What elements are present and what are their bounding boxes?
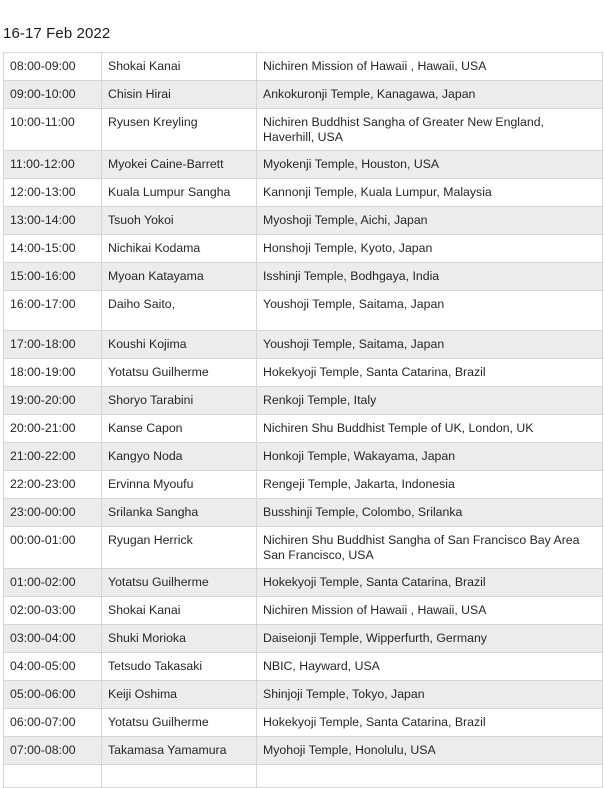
table-row — [4, 263, 603, 291]
time-cell: 19:00-20:00 — [4, 387, 102, 415]
time-cell: 05:00-06:00 — [4, 681, 102, 709]
time-cell: 08:00-09:00 — [4, 53, 102, 81]
time-cell — [4, 765, 102, 788]
time-cell: 07:00-08:00 — [4, 737, 102, 765]
name-cell: Kuala Lumpur Sangha — [102, 179, 257, 207]
location-cell: Nichiren Shu Buddhist Sangha of San Francisco Bay Area San Francisco, USA — [257, 527, 603, 569]
table-row — [4, 415, 603, 443]
name-cell: Shuki Morioka — [102, 625, 257, 653]
location-cell — [257, 765, 603, 788]
time-cell: 17:00-18:00 — [4, 331, 102, 359]
location-cell: Daiseionji Temple, Wipperfurth, Germany — [257, 625, 603, 653]
table-row-partial — [4, 765, 603, 788]
name-cell: Daiho Saito, — [102, 291, 257, 331]
table-row — [4, 653, 603, 681]
table-row — [4, 471, 603, 499]
time-cell: 06:00-07:00 — [4, 709, 102, 737]
name-cell: Kanse Capon — [102, 415, 257, 443]
location-cell: Hokekyoji Temple, Santa Catarina, Brazil — [257, 569, 603, 597]
table-row — [4, 81, 603, 109]
location-cell: NBIC, Hayward, USA — [257, 653, 603, 681]
time-cell: 15:00-16:00 — [4, 263, 102, 291]
name-cell: Yotatsu Guilherme — [102, 569, 257, 597]
location-cell: Youshoji Temple, Saitama, Japan — [257, 291, 603, 331]
table-row — [4, 359, 603, 387]
location-cell: Shinjoji Temple, Tokyo, Japan — [257, 681, 603, 709]
location-cell: Myohoji Temple, Honolulu, USA — [257, 737, 603, 765]
location-cell: Kannonji Temple, Kuala Lumpur, Malaysia — [257, 179, 603, 207]
location-cell: Busshinji Temple, Colombo, Srilanka — [257, 499, 603, 527]
time-cell: 20:00-21:00 — [4, 415, 102, 443]
table-row — [4, 235, 603, 263]
name-cell: Keiji Oshima — [102, 681, 257, 709]
name-cell: Shokai Kanai — [102, 53, 257, 81]
table-row — [4, 207, 603, 235]
location-cell: Nichiren Buddhist Sangha of Greater New England, Haverhill, USA — [257, 109, 603, 151]
time-cell: 13:00-14:00 — [4, 207, 102, 235]
table-row — [4, 291, 603, 331]
name-cell: Takamasa Yamamura — [102, 737, 257, 765]
name-cell: Kangyo Noda — [102, 443, 257, 471]
location-cell: Hokekyoji Temple, Santa Catarina, Brazil — [257, 709, 603, 737]
location-cell: Nichiren Mission of Hawaii , Hawaii, USA — [257, 53, 603, 81]
time-cell: 18:00-19:00 — [4, 359, 102, 387]
location-cell: Nichiren Shu Buddhist Temple of UK, London, UK — [257, 415, 603, 443]
table-row — [4, 597, 603, 625]
table-row — [4, 331, 603, 359]
time-cell: 16:00-17:00 — [4, 291, 102, 331]
time-cell: 21:00-22:00 — [4, 443, 102, 471]
location-cell: Rengeji Temple, Jakarta, Indonesia — [257, 471, 603, 499]
table-row — [4, 53, 603, 81]
name-cell: Ryusen Kreyling — [102, 109, 257, 151]
name-cell: Shoryo Tarabini — [102, 387, 257, 415]
location-cell: Myokenji Temple, Houston, USA — [257, 151, 603, 179]
name-cell: Myoan Katayama — [102, 263, 257, 291]
time-cell: 22:00-23:00 — [4, 471, 102, 499]
table-row — [4, 527, 603, 569]
table-row — [4, 499, 603, 527]
location-cell: Isshinji Temple, Bodhgaya, India — [257, 263, 603, 291]
time-cell: 03:00-04:00 — [4, 625, 102, 653]
table-row — [4, 151, 603, 179]
name-cell: Tsuoh Yokoi — [102, 207, 257, 235]
table-row — [4, 443, 603, 471]
schedule-table — [3, 52, 603, 788]
time-cell: 00:00-01:00 — [4, 527, 102, 569]
name-cell: Myokei Caine-Barrett — [102, 151, 257, 179]
table-row — [4, 681, 603, 709]
time-cell: 23:00-00:00 — [4, 499, 102, 527]
table-row — [4, 179, 603, 207]
location-cell: Honkoji Temple, Wakayama, Japan — [257, 443, 603, 471]
location-cell: Ankokuronji Temple, Kanagawa, Japan — [257, 81, 603, 109]
name-cell: Yotatsu Guilherme — [102, 359, 257, 387]
table-row — [4, 109, 603, 151]
table-row — [4, 709, 603, 737]
location-cell: Myoshoji Temple, Aichi, Japan — [257, 207, 603, 235]
time-cell: 12:00-13:00 — [4, 179, 102, 207]
name-cell: Srilanka Sangha — [102, 499, 257, 527]
name-cell: Yotatsu Guilherme — [102, 709, 257, 737]
table-row — [4, 625, 603, 653]
time-cell: 02:00-03:00 — [4, 597, 102, 625]
table-row — [4, 569, 603, 597]
name-cell: Ervinna Myoufu — [102, 471, 257, 499]
name-cell: Tetsudo Takasaki — [102, 653, 257, 681]
time-cell: 09:00-10:00 — [4, 81, 102, 109]
time-cell: 11:00-12:00 — [4, 151, 102, 179]
name-cell: Chisin Hirai — [102, 81, 257, 109]
time-cell: 14:00-15:00 — [4, 235, 102, 263]
location-cell: Hokekyoji Temple, Santa Catarina, Brazil — [257, 359, 603, 387]
table-row — [4, 387, 603, 415]
name-cell: Ryugan Herrick — [102, 527, 257, 569]
table-row — [4, 737, 603, 765]
location-cell: Youshoji Temple, Saitama, Japan — [257, 331, 603, 359]
name-cell: Nichikai Kodama — [102, 235, 257, 263]
name-cell: Koushi Kojima — [102, 331, 257, 359]
name-cell: Shokai Kanai — [102, 597, 257, 625]
time-cell: 10:00-11:00 — [4, 109, 102, 151]
location-cell: Honshoji Temple, Kyoto, Japan — [257, 235, 603, 263]
location-cell: Nichiren Mission of Hawaii , Hawaii, USA — [257, 597, 603, 625]
location-cell: Renkoji Temple, Italy — [257, 387, 603, 415]
page-title: 16-17 Feb 2022 — [3, 25, 111, 42]
time-cell: 01:00-02:00 — [4, 569, 102, 597]
time-cell: 04:00-05:00 — [4, 653, 102, 681]
name-cell — [102, 765, 257, 788]
